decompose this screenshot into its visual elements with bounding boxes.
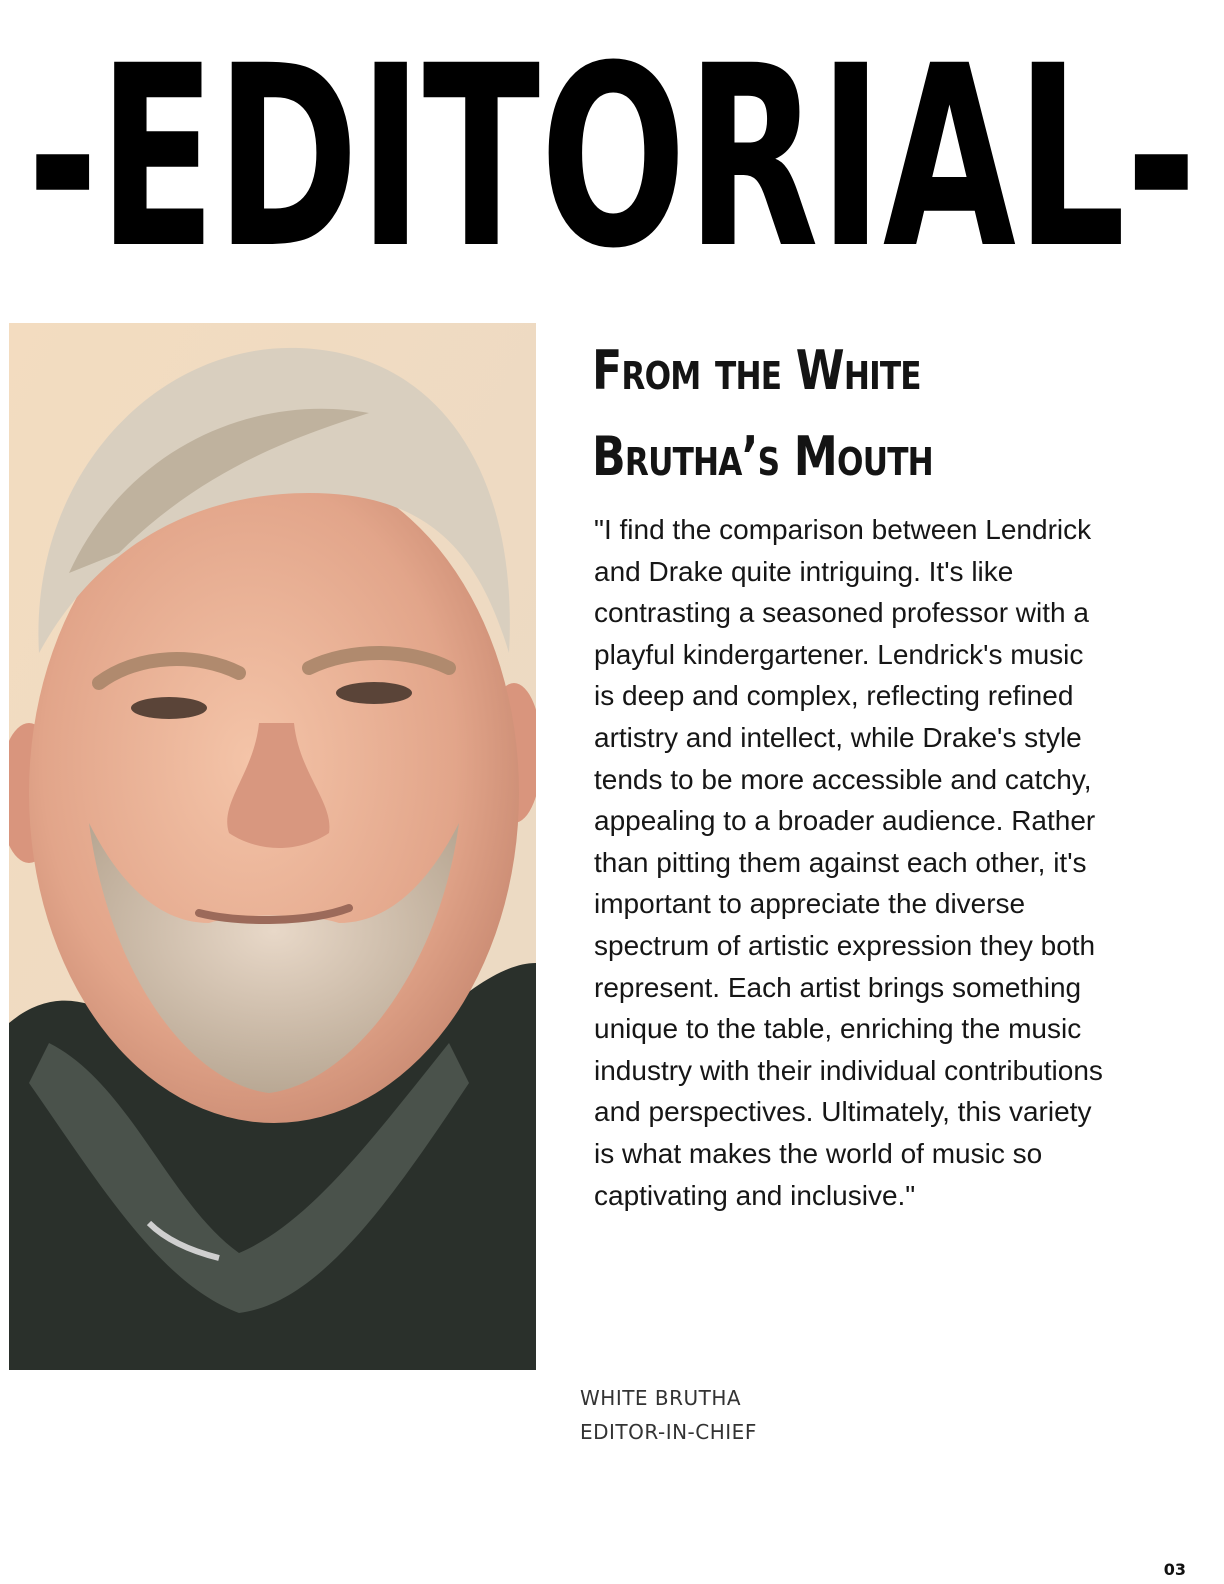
page-number: 03 (1163, 1560, 1186, 1579)
byline-name: WHITE BRUTHA (580, 1386, 742, 1410)
byline (580, 1381, 757, 1449)
headline-line-1: From the White (592, 339, 921, 402)
article-headline (592, 328, 1084, 500)
masthead (0, 20, 1224, 260)
masthead-title-graphic (0, 20, 1224, 260)
portrait-illustration (9, 323, 536, 1370)
masthead-title: -EDITORIAL- (27, 20, 1197, 260)
editor-portrait-photo (9, 323, 536, 1370)
byline-role: EDITOR-IN-CHIEF (580, 1420, 757, 1444)
article-body: "I find the comparison between Lendrick and Drake quite intriguing. It's like contrasting a seasoned professor with a playful kindergartener. Lendrick's music is deep and complex, reflecting refined artistry and intellect, while Drake's style tends to be more accessible and catchy, appealing to a broader audience. Rather than pitting them against each other, it's important to appreciate the diverse spectrum of artistic expression they both represent. Each artist brings something unique to the table, enriching the music industry with their individual contributions and perspectives. Ultimately, this variety is what makes the world of music so captivating and inclusive." (594, 514, 1103, 1211)
headline-line-2: Brutha’s Mouth (592, 425, 933, 488)
